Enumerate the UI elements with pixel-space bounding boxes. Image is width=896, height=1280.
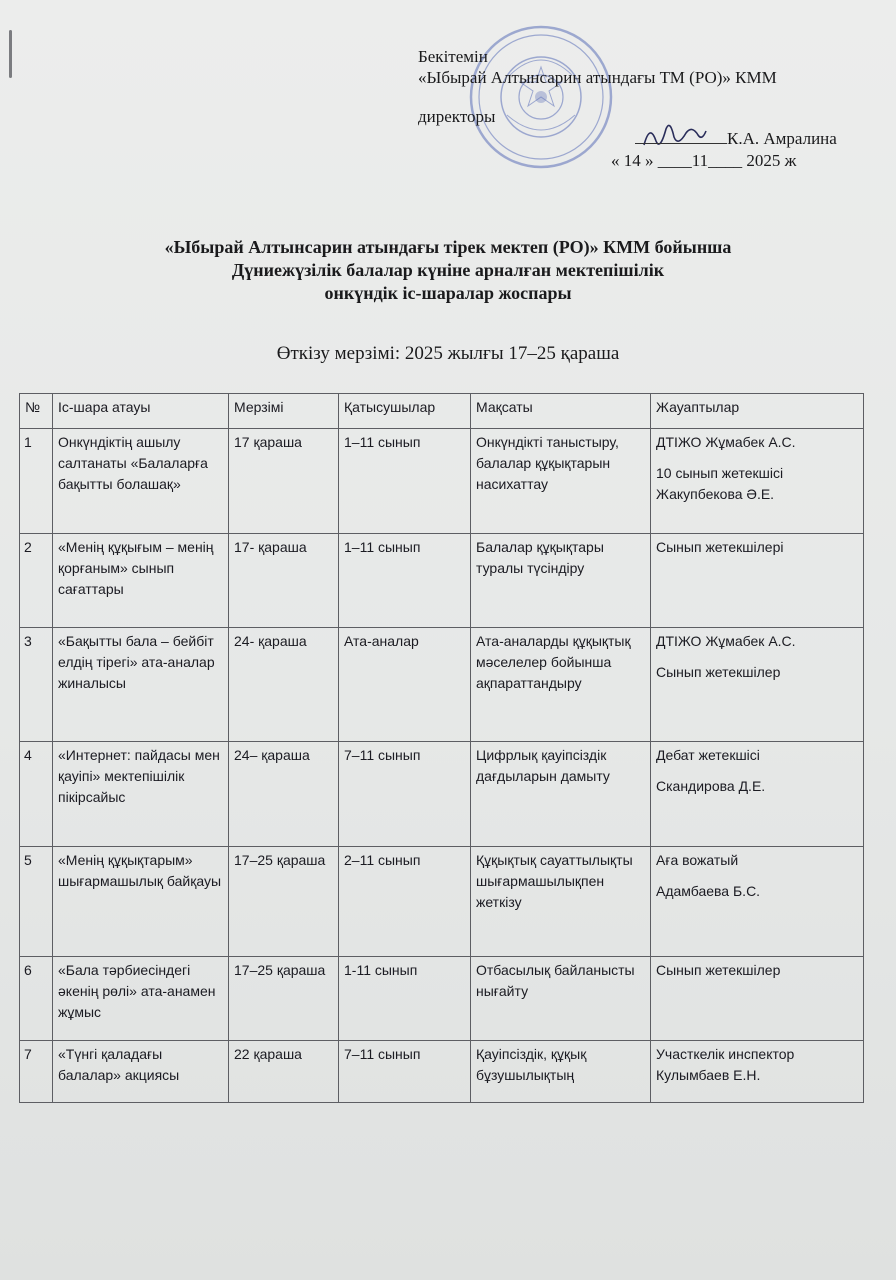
- responsible-primary: Дебат жетекшісі: [656, 747, 760, 763]
- title-line-1: «Ыбырай Алтынсарин атындағы тірек мектеп (РО)» КММ бойынша: [164, 237, 732, 257]
- responsible-primary: Сынып жетекшілер: [656, 962, 781, 978]
- approved-label: Бекітемін: [418, 47, 488, 66]
- event-name: «Менің құқығым – менің қорғаным» сынып сағаттары: [53, 534, 229, 628]
- event-goal: Қауіпсіздік, құқық бұзушылықтың: [471, 1041, 651, 1103]
- event-date: 22 қараша: [229, 1041, 339, 1103]
- event-period: Өткізу мерзімі: 2025 жылғы 17–25 қараша: [276, 343, 620, 364]
- event-goal: Онкүндікті таныстыру, балалар құқықтарын насихаттау: [471, 429, 651, 534]
- event-responsible: [651, 628, 864, 742]
- signature-line: [635, 143, 727, 144]
- page-edge-mark: [9, 30, 12, 78]
- row-number: 4: [20, 742, 53, 847]
- row-number: 6: [20, 957, 53, 1041]
- row-number: 2: [20, 534, 53, 628]
- event-responsible: [651, 847, 864, 957]
- event-name: «Бала тәрбиесіндегі әкенің рөлі» ата-анамен жұмыс: [53, 957, 229, 1041]
- event-responsible: [651, 742, 864, 847]
- event-participants: Ата-аналар: [339, 628, 471, 742]
- event-date: 17 қараша: [229, 429, 339, 534]
- approval-organization: «Ыбырай Алтынсарин атындағы ТМ (РО)» КММ: [418, 68, 777, 87]
- row-number: 5: [20, 847, 53, 957]
- responsible-primary: ДТІЖО Жұмабек А.С.: [656, 434, 796, 450]
- table-row: [20, 957, 864, 1041]
- row-number: 7: [20, 1041, 53, 1103]
- responsible-primary: Участкелік инспектор Кулымбаев Е.Н.: [656, 1046, 795, 1083]
- approval-position: директоры: [418, 107, 496, 126]
- header-goal: Мақсаты: [471, 394, 651, 429]
- header-date: Мерзімі: [229, 394, 339, 429]
- events-table: [19, 393, 864, 1103]
- director-signature: [640, 115, 710, 155]
- event-name: «Менің құқықтарым» шығармашылық байқауы: [53, 847, 229, 957]
- table-row: [20, 1041, 864, 1103]
- event-date: 17–25 қараша: [229, 847, 339, 957]
- responsible-primary: ДТІЖО Жұмабек А.С.: [656, 633, 796, 649]
- event-goal: Ата-аналарды құқықтық мәселелер бойынша ақпараттандыру: [471, 628, 651, 742]
- table-row: [20, 742, 864, 847]
- event-date: 17–25 қараша: [229, 957, 339, 1041]
- event-participants: 1–11 сынып: [339, 534, 471, 628]
- event-name: «Бақытты бала – бейбіт елдің тірегі» ата-аналар жиналысы: [53, 628, 229, 742]
- event-name: Онкүндіктің ашылу салтанаты «Балаларға бақытты болашақ»: [53, 429, 229, 534]
- event-responsible: [651, 534, 864, 628]
- table-row: [20, 534, 864, 628]
- header-participants: Қатысушылар: [339, 394, 471, 429]
- header-event-name: Іс-шара атауы: [53, 394, 229, 429]
- event-participants: 7–11 сынып: [339, 742, 471, 847]
- document-title: [0, 236, 896, 305]
- row-number: 3: [20, 628, 53, 742]
- table-row: [20, 628, 864, 742]
- event-date: 17- қараша: [229, 534, 339, 628]
- responsible-secondary: Сынып жетекшілер: [656, 664, 781, 680]
- event-goal: Балалар құқықтары туралы түсіндіру: [471, 534, 651, 628]
- table-row: [20, 847, 864, 957]
- row-number: 1: [20, 429, 53, 534]
- event-responsible: [651, 957, 864, 1041]
- table-header-row: [20, 394, 864, 429]
- official-seal-stamp: [452, 20, 630, 170]
- event-participants: 7–11 сынып: [339, 1041, 471, 1103]
- table-row: [20, 429, 864, 534]
- event-responsible: [651, 1041, 864, 1103]
- responsible-primary: Сынып жетекшілері: [656, 539, 784, 555]
- title-line-2: Дүниежүзілік балалар күніне арналған мектепішілік: [231, 260, 665, 280]
- event-participants: 1–11 сынып: [339, 429, 471, 534]
- responsible-primary: Аға вожатый: [656, 852, 739, 868]
- event-goal: Цифрлық қауіпсіздік дағдыларын дамыту: [471, 742, 651, 847]
- event-date: 24– қараша: [229, 742, 339, 847]
- header-number: №: [20, 394, 53, 429]
- responsible-secondary: Адамбаева Б.С.: [656, 883, 761, 899]
- header-responsible: Жауаптылар: [651, 394, 864, 429]
- event-participants: 1-11 сынып: [339, 957, 471, 1041]
- event-responsible: [651, 429, 864, 534]
- title-line-3: онкүндік іс-шаралар жоспары: [324, 283, 572, 303]
- event-goal: Отбасылық байланысты нығайту: [471, 957, 651, 1041]
- event-name: «Интернет: пайдасы мен қауіпі» мектепішілік пікірсайыс: [53, 742, 229, 847]
- approval-date: « 14 » ____11____ 2025 ж: [611, 151, 797, 170]
- responsible-secondary: 10 сынып жетекшісі Жакупбекова Ә.Е.: [656, 465, 784, 502]
- event-participants: 2–11 сынып: [339, 847, 471, 957]
- event-goal: Құқықтық сауаттылықты шығармашылықпен жеткізу: [471, 847, 651, 957]
- responsible-secondary: Скандирова Д.Е.: [656, 778, 766, 794]
- event-name: «Түнгі қаладағы балалар» акциясы: [53, 1041, 229, 1103]
- approval-signer: К.А. Амралина: [727, 129, 837, 148]
- event-date: 24- қараша: [229, 628, 339, 742]
